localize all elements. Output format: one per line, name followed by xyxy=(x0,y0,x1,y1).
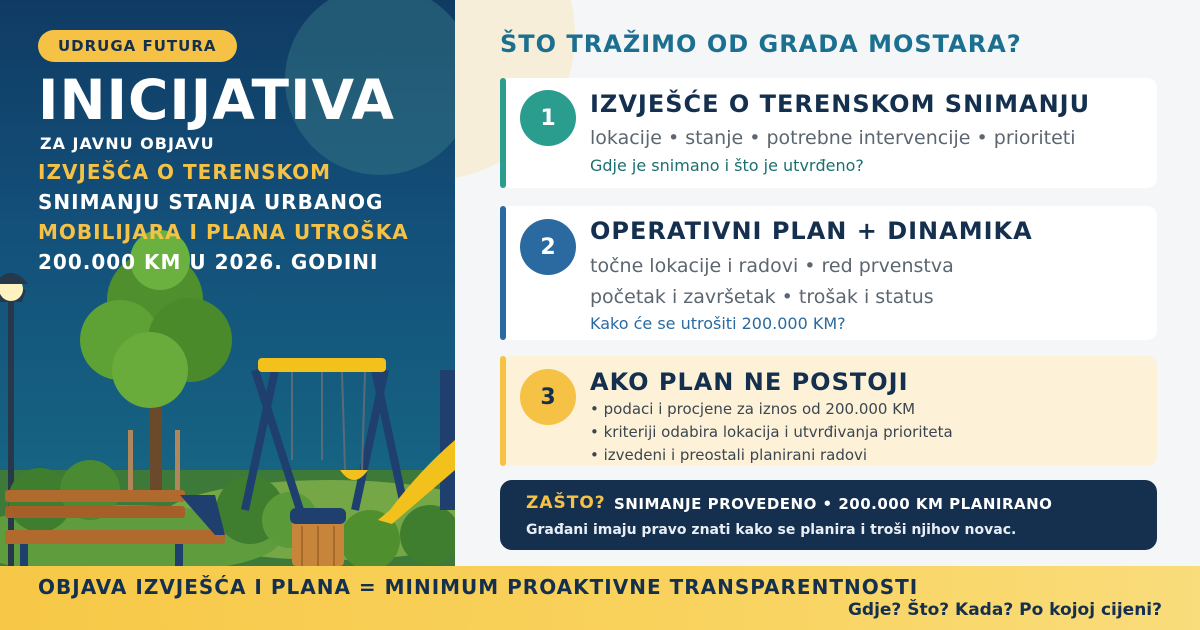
card-accent-bar xyxy=(500,206,506,340)
subtitle-line-4: 200.000 KM U 2026. GODINI xyxy=(38,250,379,274)
card-accent-bar xyxy=(500,356,506,466)
subtitle-line-3: MOBILIJARA I PLANA UTROŠKA xyxy=(38,220,409,244)
card-bullet-2: • kriteriji odabira lokacija i utvrđivanja prioriteta xyxy=(590,423,953,441)
left-panel xyxy=(0,0,455,566)
request-card-1 xyxy=(500,78,1157,188)
card-details: lokacije • stanje • potrebne intervencije • prioriteti xyxy=(590,127,1076,149)
footer-slogan: OBJAVA IZVJEŠĆA I PLANA = MINIMUM PROAKTIVNE TRANSPARENTNOSTI xyxy=(38,575,919,599)
footer-banner xyxy=(0,566,1200,630)
step-number-1: 1 xyxy=(520,90,576,146)
card-title: OPERATIVNI PLAN + DINAMIKA xyxy=(590,217,1033,245)
card-bullet-3: • izvedeni i preostali planirani radovi xyxy=(590,446,868,464)
right-panel xyxy=(455,0,1200,566)
subtitle-line-1: IZVJEŠĆA O TERENSKOM xyxy=(38,160,332,184)
request-card-2 xyxy=(500,206,1157,340)
request-card-3 xyxy=(500,356,1157,466)
why-description: Građani imaju pravo znati kako se planira i troši njihov novac. xyxy=(526,522,1017,538)
headline: INICIJATIVA xyxy=(38,68,395,132)
why-text: SNIMANJE PROVEDENO • 200.000 KM PLANIRANO xyxy=(614,495,1053,513)
card-bullet-1: • podaci i procjene za iznos od 200.000 KM xyxy=(590,400,916,418)
card-title: IZVJEŠĆE O TERENSKOM SNIMANJU xyxy=(590,90,1091,118)
card-details-line-2: početak i završetak • trošak i status xyxy=(590,286,934,308)
card-accent-bar xyxy=(500,78,506,188)
card-title: AKO PLAN NE POSTOJI xyxy=(590,368,909,396)
why-label: ZAŠTO? xyxy=(526,493,606,513)
why-box xyxy=(500,480,1157,550)
card-details-line-1: točne lokacije i radovi • red prvenstva xyxy=(590,255,954,277)
card-question: Kako će se utrošiti 200.000 KM? xyxy=(590,314,846,333)
step-number-2: 2 xyxy=(520,219,576,275)
footer-questions: Gdje? Što? Kada? Po kojoj cijeni? xyxy=(847,600,1162,620)
card-question: Gdje je snimano i što je utvrđeno? xyxy=(590,156,864,175)
subtitle-line-2: SNIMANJU STANJA URBANOG xyxy=(38,190,384,214)
subtitle-small: ZA JAVNU OBJAVU xyxy=(40,134,215,153)
organization-badge: UDRUGA FUTURA xyxy=(38,30,237,62)
section-title: ŠTO TRAŽIMO OD GRADA MOSTARA? xyxy=(500,30,1022,58)
step-number-3: 3 xyxy=(520,369,576,425)
